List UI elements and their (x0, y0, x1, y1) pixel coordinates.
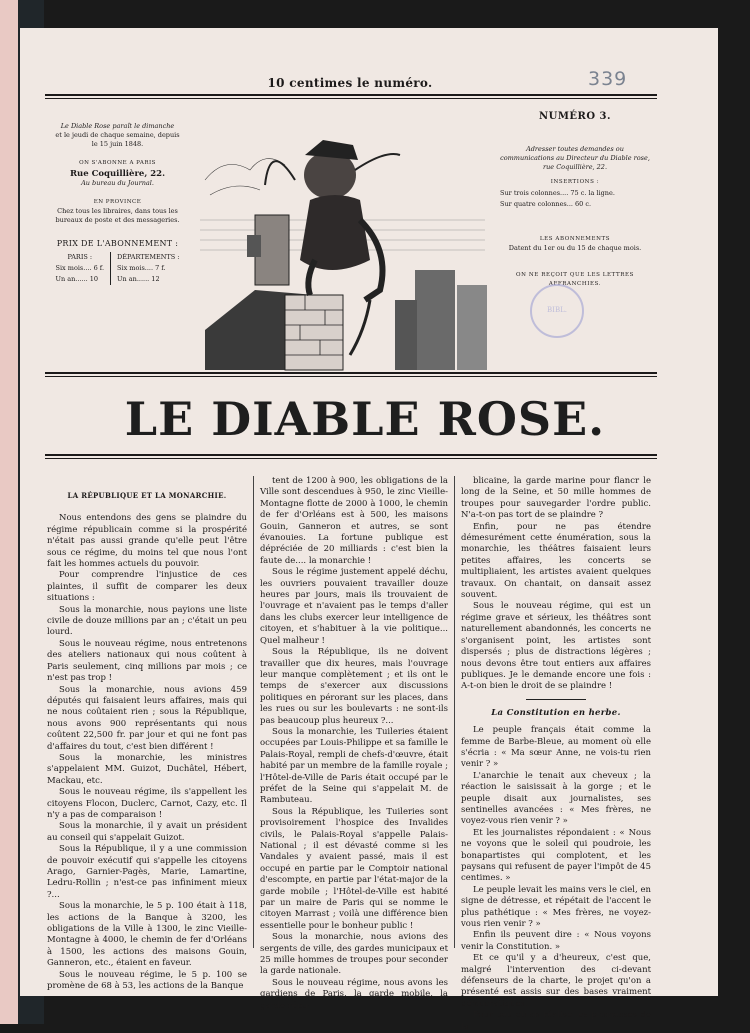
column-2 (260, 476, 448, 1011)
issue-number: NUMÉRO 3. (539, 111, 611, 122)
paragraph: Sous le nouveau régime, nous entretenons des ateliers nationaux qui nous coûtent à Paris seulement, cinq millions par mois ; ce n'est pas trop ! (47, 638, 247, 684)
paragraph: Sous le nouveau régime, qui est un régime grave et sérieux, les théâtres sont naturellement abandonnés, les concerts ne s'organisent point, les artistes sont dispersés ; plus de distractions légères ; nous devons être tout entiers aux affaires publiques. Je le demande encore une fois : A-t-on bien le droit de se plaindre ! (461, 601, 651, 692)
paragraph: Sous la monarchie, nous avions des sergents de ville, des gardes municipaux et 25 mille hommes de troupes pour seconder la garde nationale. (260, 932, 448, 977)
right-info-box: NUMÉRO 3. Adresser toutes demandes ou communications au Directeur du Diable rose, rue Coquillière, 22. INSERTIONS : Sur trois colonnes.... 75 c. la ligne. Sur quatre colonnes... 60 c. LES ABONNEMENTS Datent du 1er ou du 15 de chaque mois. ON NE REÇOIT QUE LES LETTRES AFFRANCHIES. (500, 111, 650, 287)
column-3 (461, 476, 651, 1032)
column-divider (454, 476, 455, 948)
library-stamp: BIBL. (530, 284, 584, 338)
paragraph: Sous la monarchie, il y avait un président au conseil qui s'appelait Guizot. (47, 821, 247, 843)
article-2-body (260, 476, 448, 1012)
subscription-prices: PARIS : Six mois.... 6 f. Un an...... 10 DÉPARTEMENTS : Six mois.... 7 f. Un an...... 12 (55, 253, 180, 283)
paragraph: Sous le régime justement appelé déchu, les ouvriers pouvaient travailler douze heures par jours, mais ils trouvaient de l'ouvrage et n'avaient pas le temps d'aller dans les clubs exercer leur intelligence de citoyen, et s'habituer à la vie politique... Quel malheur ! (260, 567, 448, 646)
paragraph: Sous la monarchie, nous payions une liste civile de douze millions par an ; c'était un peu lourd. (47, 604, 247, 638)
paragraph: Le peuple levait les mains vers le ciel, en signe de détresse, et répétait de l'accent le plus pathétique : « Mes frères, ne voyez-vous rien venir ? » (461, 884, 651, 930)
page-number: 339 (588, 68, 628, 90)
paragraph: Sous le nouveau régime, ils s'appellent les citoyens Flocon, Duclerc, Carnot, Cazy, etc. Il n'y a pas de comparaison ! (47, 787, 247, 820)
article-title-constitution: La Constitution en herbe. (491, 707, 621, 718)
left-info-box: Le Diable Rose paraît le dimanche et le jeudi de chaque semaine, depuis le 15 juin 1848. ON S'ABONNE A PARIS Rue Coquillière, 22. Au bureau du Journal. EN PROVINCE Chez tous les libraires, dans tous les bureaux de poste et des messageries. PRIX DE L'ABONNEMENT : PARIS : Six mois.... 6 f. Un an...... 10 DÉPARTEMENTS : Six mois.... 7 f. Un an...... 12 (45, 122, 190, 285)
paragraph: Et ce qu'il y a d'heureux, c'est que, malgré l'intervention des ci-devant défenseurs de la charte, le projet qu'on a présenté est assis sur des bases vraiment démocratiques. (461, 953, 651, 1009)
paragraph: Sous la République, les Tuileries sont provisoirement l'hospice des Invalides civils, le Palais-Royal s'appelle Palais-National ; il est dévasté comme si les Vandales y avaient passé, mais il est occupé en partie par le Comptoir national d'escompte, en partie par l'état-major de la garde mobile ; l'Hôtel-de-Ville est habité par un maire de Paris qui se nomme le citoyen Marrast ; voilà une différence bien essentielle pour le bonheur public ! (260, 806, 448, 931)
masthead-rule-top (45, 372, 657, 374)
subscription-title: PRIX DE L'ABONNEMENT : (56, 239, 179, 248)
paragraph: Sous le nouveau régime, le 5 p. 100 se promène de 68 à 53, les actions de la Banque (47, 969, 247, 992)
paragraph: Le peuple français était comme la femme de Barbe-Bleue, au moment où elle s'écria : « Ma sœur Anne, ne vois-tu rien venir ? » (461, 725, 651, 770)
paragraph: Sous le nouveau régime, nous avons les gardiens de Paris, la garde mobile, la garde répu- (260, 977, 448, 1011)
price-line: 10 centimes le numéro. (267, 76, 433, 90)
paragraph: Enfin ils peuvent dire : « Nous voyons venir la Constitution. » (461, 930, 651, 952)
paragraph: Enfin, pour ne pas étendre démesurément cette énumération, sous la monarchie, les théâtres faisaient leurs petites affaires, les concerts se multipliaient, les artistes avaient quelques travaux. On chantait, on dansait assez souvent. (461, 521, 651, 601)
adjacent-page-edge (0, 0, 18, 1024)
paragraph: blicaine, la garde marine pour flancr le long de la Seine, et 50 mille hommes de troupes pour sauvegarder l'ordre public. N'a-t-on pas tort de se plaindre ? (461, 476, 651, 521)
column-divider (253, 476, 254, 948)
paragraph: Sous la République, ils ne doivent travailler que dix heures, mais l'ouvrage leur manque complètement ; et ils ont le temps de s'exercer aux discussions politiques en pérorant sur les places, dans les rues ou sur les boulevarts : ne sont-ils pas beaucoup plus heureux ?... (260, 647, 448, 726)
paragraph: L'anarchie le tenait aux cheveux ; la réaction le saisissait à la gorge ; et le peuple disait aux journalistes, ses sentinelles avancées : « Mes frères, ne voyez-vous rien venir ? » (461, 770, 651, 827)
paragraph: Et les journalistes répondaient : « Nous ne voyons que le soleil qui poudroie, les bonapartistes qui complotent, et les paysans qui refusent de payer l'impôt de 45 centimes. » (461, 827, 651, 884)
article-constitution-body (461, 725, 651, 1033)
paragraph: Pour peu qu'on réalise les promesses de la (461, 1010, 651, 1032)
top-rule (45, 94, 657, 96)
column-1 (47, 476, 247, 992)
masthead-rule-bottom (45, 454, 657, 456)
paragraph: Sous la République, il y a une commission de pouvoir exécutif qui s'appelle les citoyens Arago, Garnier-Pagès, Marie, Lamartine, Ledru-Rollin ; n'est-ce pas infiniment mieux ?... (47, 844, 247, 900)
masthead-title: LE DIABLE ROSE. (124, 392, 606, 446)
newspaper-page (20, 28, 718, 1032)
street-address: Rue Coquillière, 22. (69, 169, 166, 179)
paragraph: Nous entendons des gens se plaindre du régime républicain comme si la prospérité n'était pas aussi grande qu'elle peut l'être sous ce régime, du moins tel que nous l'ont fait les hommes actuels du pouvoir. (47, 513, 247, 570)
paragraph: tent de 1200 à 900, les obligations de la Ville sont descendues à 950, le zinc Vieille-Montagne flotte de 2000 à 1000, le chemin de fer d'Orléans est à 500, les maisons Gouin, Ganneron et autres, se sont évanouies. La fortune publique est dépréciée de 20 milliards : c'est bien la faute de.... la monarchie ! (260, 476, 448, 566)
rooftops (205, 270, 487, 370)
top-rule-thin (45, 98, 657, 99)
paragraph: Sous la monarchie, les ministres s'appelaient MM. Guizot, Duchâtel, Hébert, Mackau, etc. (47, 752, 247, 786)
paragraph: Sous la monarchie, nous avions 459 députés qui faisaient leurs affaires, mais qui ne nous coûtaient rien ; sous la République, nous avons 900 représentants qui nous coûtent 22,500 fr. par jour et qui ne font pas d'affaires du tout, c'est bien différent ! (47, 684, 247, 752)
article-3-body (461, 476, 651, 693)
paragraph: Pour comprendre l'injustice de ces plaintes, il suffit de comparer les deux situations : (47, 570, 247, 604)
paragraph: Sous la monarchie, les Tuileries étaient occupées par Louis-Philippe et sa famille le Palais-Royal, rempli de chefs-d'œuvre, était habité par un membre de la famille royale ; l'Hôtel-de-Ville de Paris était occupé par le préfet de la Seine qui s'appelait M. de Rambuteau. (260, 726, 448, 806)
article-1-body (47, 513, 247, 992)
paragraph: Sous la monarchie, le 5 p. 100 était à 118, les actions de la Banque à 3200, les obligations de la Ville à 1300, le zinc Vieille-Montagne à 4000, le chemin de fer d'Orléans à 1500, les actions des maisons Gouin, Ganneron, etc., étaient en faveur. (47, 901, 247, 969)
devil-illustration (195, 120, 495, 370)
article-title: LA RÉPUBLIQUE ET LA MONARCHIE. (67, 491, 227, 500)
